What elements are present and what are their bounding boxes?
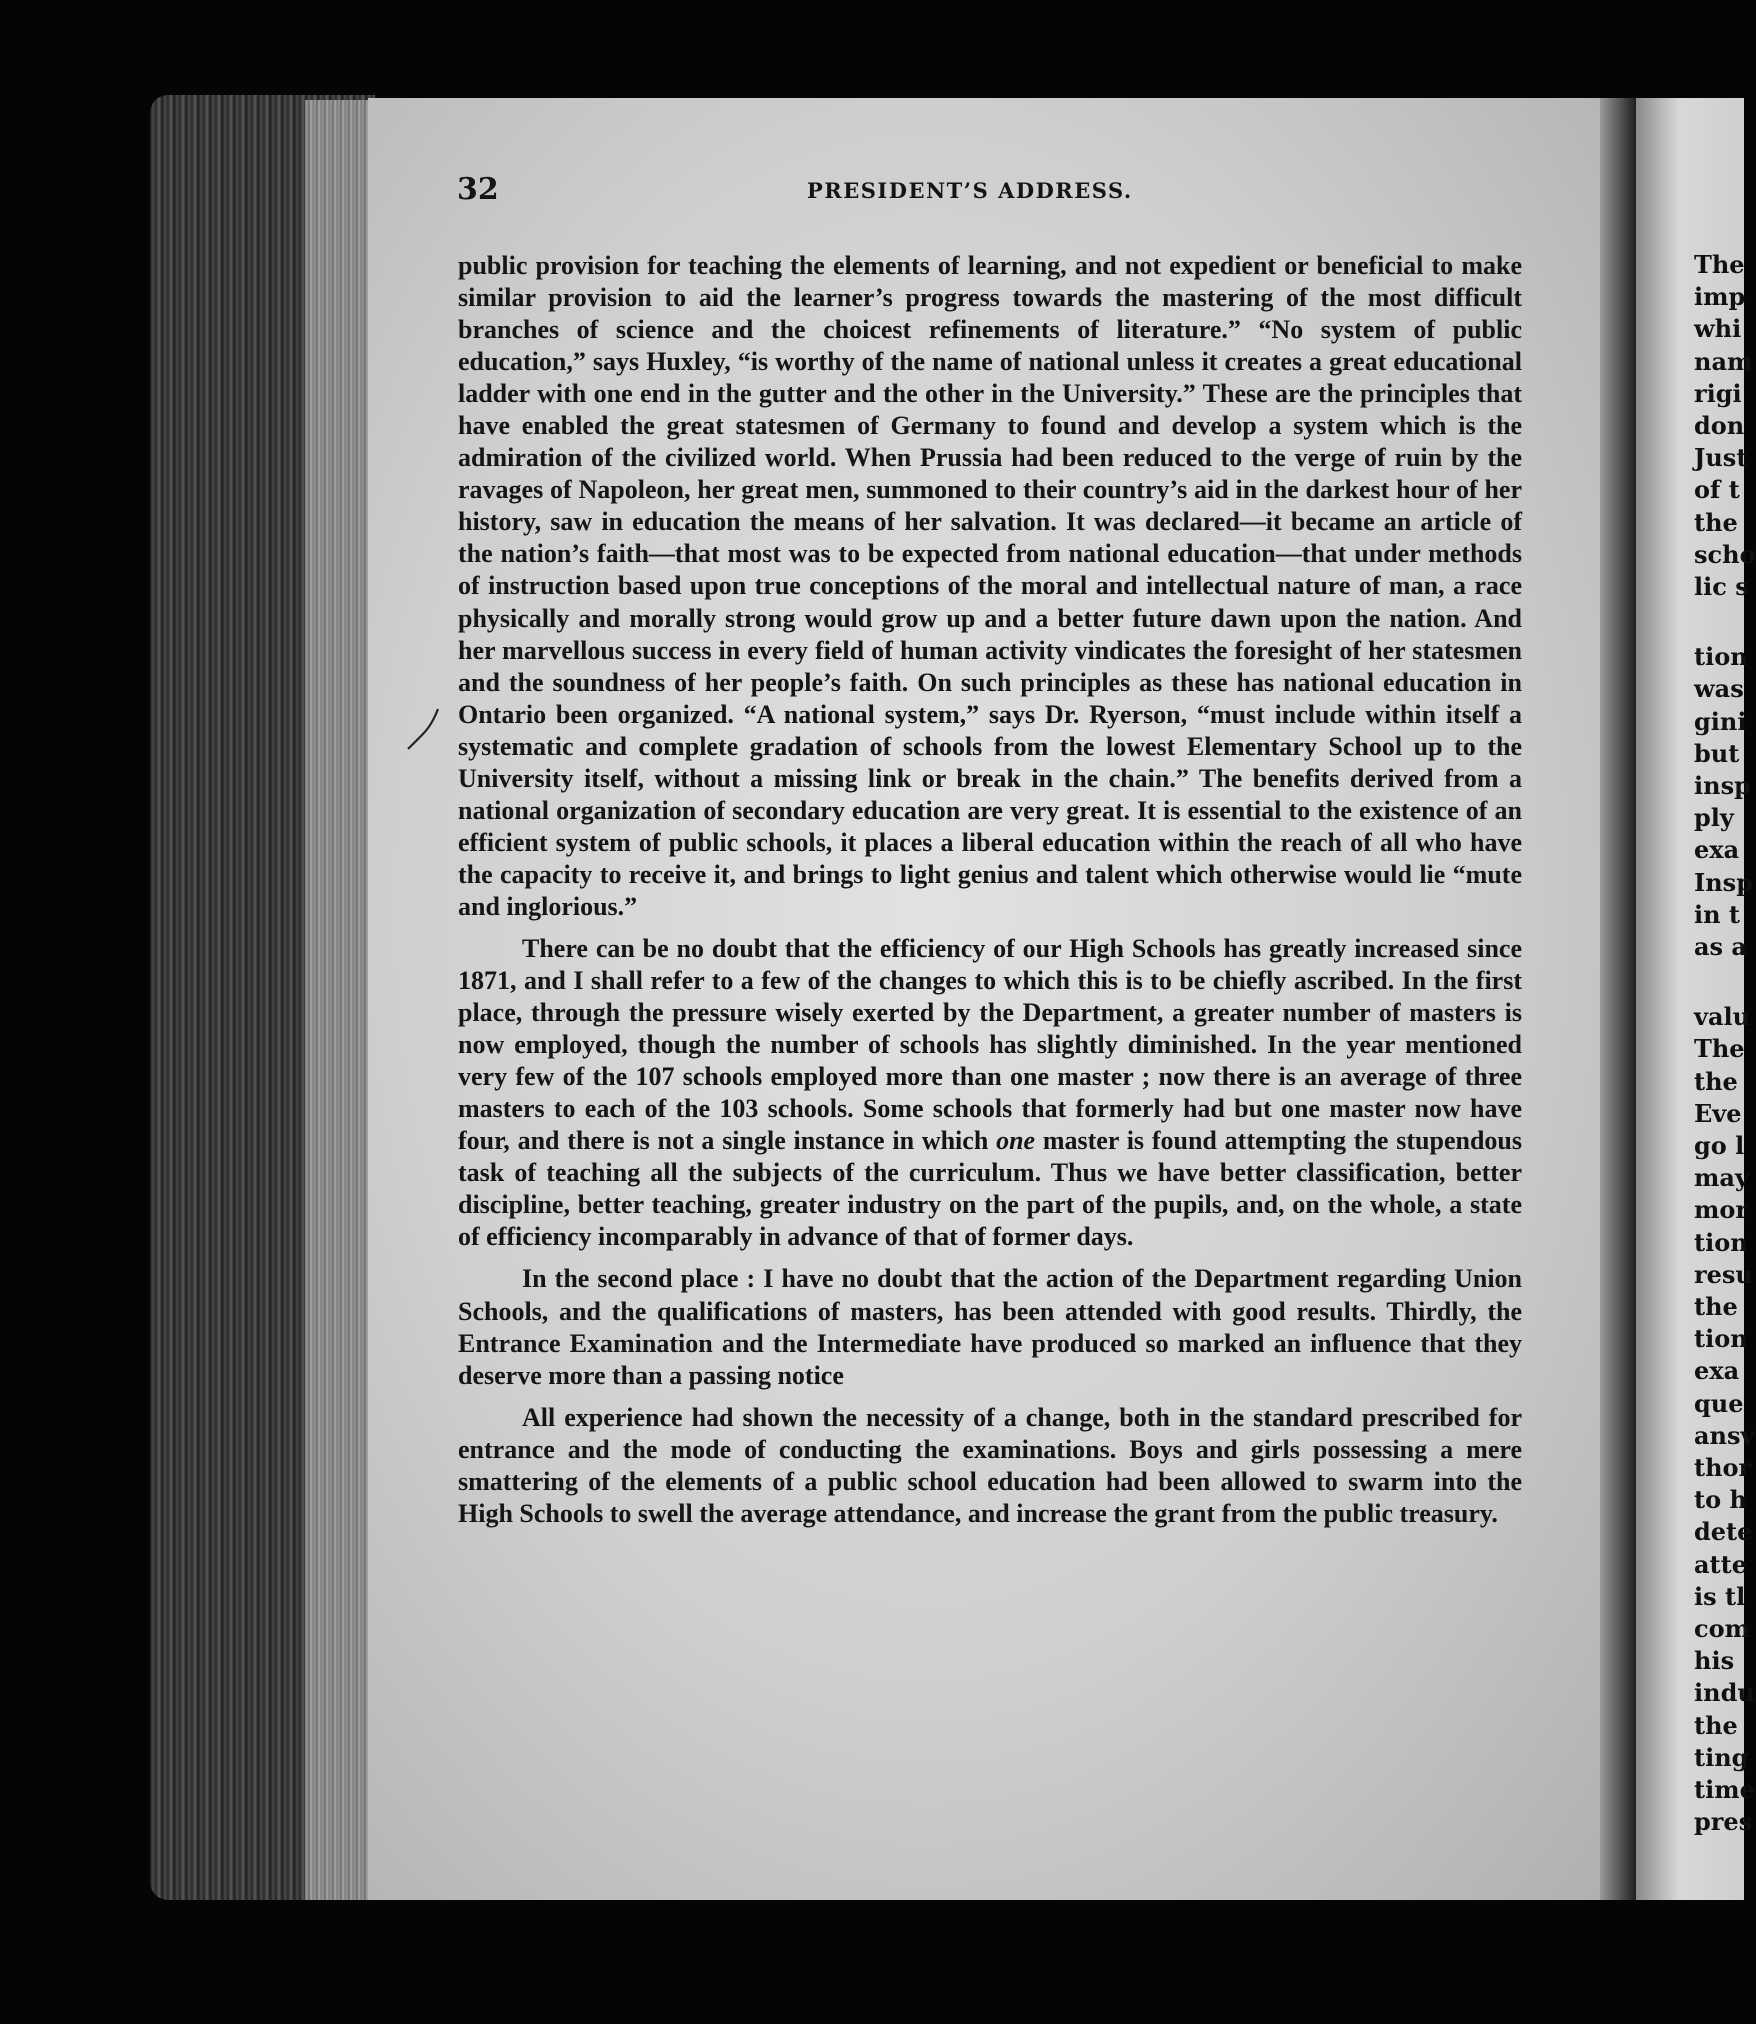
- facing-page-fragment: com: [1694, 1614, 1751, 1643]
- running-head: [455, 172, 1525, 212]
- facing-page-fragment: don: [1694, 411, 1745, 440]
- facing-page-fragment: go l: [1694, 1131, 1745, 1160]
- facing-page-fragment: as a: [1694, 932, 1747, 961]
- facing-page-fragment: que: [1694, 1388, 1744, 1418]
- running-title: PRESIDENT’S ADDRESS.: [807, 178, 1133, 203]
- facing-page-fragment: exa: [1694, 1356, 1740, 1386]
- facing-page-fragment: the: [1694, 1710, 1738, 1740]
- facing-page-fragment: may: [1694, 1163, 1749, 1193]
- facing-page-fragment: in t: [1694, 899, 1741, 929]
- facing-page-fragment: gini: [1694, 706, 1747, 736]
- facing-page-fragment: ansv: [1694, 1420, 1755, 1450]
- facing-page-fragment: tion: [1694, 1324, 1748, 1354]
- page-number: 32: [457, 172, 499, 207]
- facing-page-fragment: imp: [1694, 282, 1746, 312]
- facing-page-fragment: nam: [1694, 346, 1753, 376]
- facing-page-fragment: The: [1694, 250, 1745, 279]
- facing-page-fragment: Insp: [1694, 867, 1753, 897]
- facing-page-fragment: scho: [1694, 539, 1756, 569]
- facing-page-fragment: valu: [1694, 1002, 1751, 1032]
- facing-page-fragment: Eve: [1694, 1098, 1742, 1128]
- paragraph-3: In the second place : I have no doubt that the action of the Department regarding Union Schools, and the qualifications of masters, has been attended with good results. Thirdly, the Entrance Examination and the Intermediate have produced so marked an influence that they deserve more than a passing notice: [458, 1264, 1522, 1390]
- facing-page-fragment: the: [1694, 1292, 1738, 1321]
- facing-page-fragment: the: [1694, 507, 1738, 537]
- body-text: [458, 250, 1522, 1530]
- facing-page-fragment: The: [1694, 1034, 1745, 1064]
- facing-page-fragment: tion: [1694, 642, 1748, 672]
- facing-page-fragment: thor: [1694, 1453, 1752, 1482]
- facing-page-fragment: but: [1694, 738, 1740, 768]
- facing-page-fragment: his: [1694, 1646, 1735, 1676]
- facing-page-fragment: atte: [1694, 1549, 1747, 1579]
- paragraph-2-start: There can be no doubt that the efficiency of our High Schools has greatly increased since 1871, and I shall refer to a few of the changes to which this is to be chiefly ascribed. In the first place, through the pressure wisely exerted by the Department, a greater number of masters is now employed, though the number of schools has slightly diminished. In the year mentioned very few of the 107 schools employed more than one master ; now there is an average of three masters to each of the 103 schools. Some schools that formerly had but one master now have four, and there is not a single instance in which: [458, 933, 1522, 1156]
- facing-page-fragment: time: [1694, 1775, 1755, 1804]
- facing-page-fragment: mor: [1694, 1195, 1749, 1225]
- facing-page-fragment: Just: [1694, 443, 1748, 473]
- facing-page-fragment: exa: [1694, 835, 1740, 865]
- facing-page-fragment: lic s: [1694, 572, 1749, 601]
- paragraph-1: public provision for teaching the elements of learning, and not expedient or beneficial to make similar provision to aid the learner’s progress towards the mastering of the most difficult branches of science and the choicest refinements of literature.” “No system of public education,” says Huxley, “is worthy of the name of national unless it creates a great educational ladder with one end in the gutter and the other in the University.” These are the principles that have enabled the great statesmen of Germany to found and develop a system which is the admiration of the civilized world. When Prussia had been reduced to the verge of ruin by the ravages of Napoleon, her great men, summoned to their country’s aid in the darkest hour of her history, saw in education the means of her salvation. It was declared—it became an article of the nation’s faith—that most was to be expected from national education—that under methods of instruction based upon true conceptions of the moral and intellectual nature of man, a race physically and morally strong would grow up and a better future dawn upon the nation. And her marvellous success in every field of human activity vindicates the foresight of her statesmen and the soundness of her people’s faith. On such principles as these has national education in Ontario been organized. “A national system,” says Dr. Ryerson, “must include within itself a systematic and complete gradation of schools from the lowest Elementary School up to the University itself, without a missing link or break in the chain.” The benefits derived from a national organization of secondary education are very great. It is essential to the existence of an efficient system of public schools, it places a liberal education within the reach of all who have the capacity to receive it, and brings to light genius and talent which otherwise would lie “mute and inglorious.”: [458, 251, 1522, 921]
- facing-page-fragment: pres: [1694, 1807, 1753, 1837]
- facing-page-fragment: of t: [1694, 475, 1740, 505]
- facing-page-fragment: insp: [1694, 771, 1751, 800]
- book-page-edges-inner: [305, 100, 375, 1900]
- facing-page: [1636, 98, 1756, 1900]
- pencil-check-mark: [404, 705, 444, 755]
- paragraph-2-end: master is found attempting the stupendous task of teaching all the subjects of the curriculum. Thus we have better classification, better discipline, better teaching, greater industry on the part of the pupils, and, on the whole, a state of efficiency incomparably in advance of that of former days.: [458, 1126, 1522, 1252]
- paragraph-2-italic-word: one: [996, 1126, 1036, 1156]
- facing-page-fragment: resu: [1694, 1259, 1753, 1289]
- facing-page-fragment: whi: [1694, 314, 1742, 344]
- facing-page-fragment: ply: [1694, 803, 1734, 833]
- facing-page-fragment: ting: [1694, 1742, 1749, 1772]
- book-gutter: [1600, 98, 1640, 1900]
- paragraph-2: [458, 933, 1522, 1253]
- facing-page-fragment: rigi: [1694, 378, 1742, 408]
- paragraph-4: All experience had shown the necessity of a change, both in the standard prescribed for entrance and the mode of conducting the examinations. Boys and girls possessing a mere smattering of the elements of a public school education had been allowed to swarm into the High Schools to swell the average attendance, and increase the grant from the public treasury.: [458, 1402, 1522, 1528]
- facing-page-fragment: to h: [1694, 1485, 1747, 1515]
- facing-page-fragment: dete: [1694, 1517, 1753, 1547]
- facing-page-fragment: indu: [1694, 1678, 1755, 1708]
- facing-page-fragment: the: [1694, 1066, 1738, 1096]
- facing-page-fragment: tion: [1694, 1227, 1748, 1257]
- facing-page-fragment: is tl: [1694, 1581, 1746, 1611]
- facing-page-fragment: was: [1694, 674, 1744, 704]
